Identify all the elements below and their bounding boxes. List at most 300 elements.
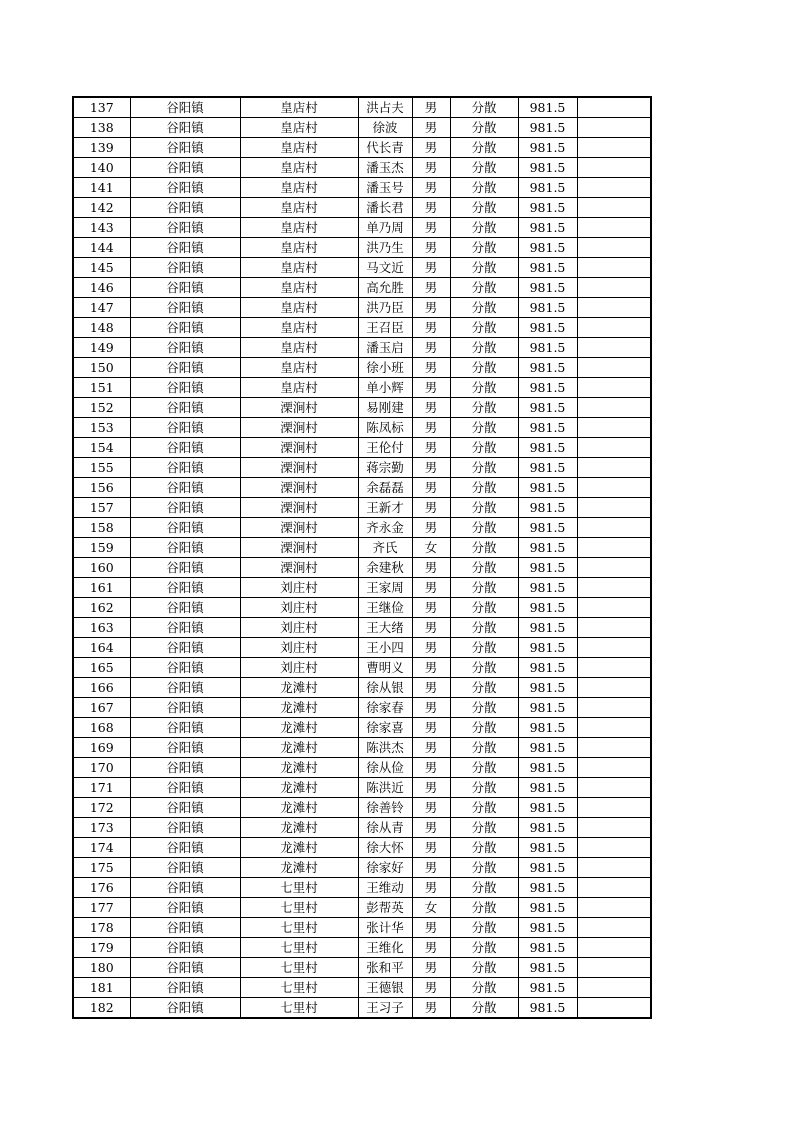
town-cell: 谷阳镇 (130, 158, 240, 178)
support-type-cell: 分散 (450, 278, 518, 298)
note-cell (577, 118, 651, 138)
town-cell: 谷阳镇 (130, 618, 240, 638)
table-row (73, 698, 651, 718)
village-cell: 龙滩村 (240, 718, 358, 738)
row-number-cell: 162 (73, 598, 130, 618)
support-type-cell: 分散 (450, 498, 518, 518)
town-cell: 谷阳镇 (130, 538, 240, 558)
amount-cell: 981.5 (518, 97, 577, 118)
support-type-cell: 分散 (450, 838, 518, 858)
support-type-cell: 分散 (450, 438, 518, 458)
name-cell: 王召臣 (358, 318, 412, 338)
town-cell: 谷阳镇 (130, 118, 240, 138)
amount-cell: 981.5 (518, 838, 577, 858)
row-number-cell: 142 (73, 198, 130, 218)
name-cell: 陈洪杰 (358, 738, 412, 758)
village-cell: 皇店村 (240, 358, 358, 378)
town-cell: 谷阳镇 (130, 558, 240, 578)
name-cell: 徐从银 (358, 678, 412, 698)
name-cell: 代长青 (358, 138, 412, 158)
name-cell: 徐家春 (358, 698, 412, 718)
amount-cell: 981.5 (518, 178, 577, 198)
row-number-cell: 137 (73, 97, 130, 118)
sex-cell: 男 (412, 638, 450, 658)
support-type-cell: 分散 (450, 818, 518, 838)
support-type-cell: 分散 (450, 338, 518, 358)
town-cell: 谷阳镇 (130, 438, 240, 458)
row-number-cell: 154 (73, 438, 130, 458)
village-cell: 七里村 (240, 978, 358, 998)
sex-cell: 男 (412, 478, 450, 498)
sex-cell: 男 (412, 378, 450, 398)
support-type-cell: 分散 (450, 678, 518, 698)
name-cell: 王德银 (358, 978, 412, 998)
note-cell (577, 258, 651, 278)
row-number-cell: 141 (73, 178, 130, 198)
table-row (73, 638, 651, 658)
support-type-cell: 分散 (450, 178, 518, 198)
row-number-cell: 180 (73, 958, 130, 978)
table-row (73, 718, 651, 738)
row-number-cell: 164 (73, 638, 130, 658)
row-number-cell: 144 (73, 238, 130, 258)
village-cell: 皇店村 (240, 338, 358, 358)
amount-cell: 981.5 (518, 218, 577, 238)
town-cell: 谷阳镇 (130, 498, 240, 518)
note-cell (577, 918, 651, 938)
note-cell (577, 798, 651, 818)
support-type-cell: 分散 (450, 898, 518, 918)
table-row (73, 338, 651, 358)
note-cell (577, 518, 651, 538)
note-cell (577, 398, 651, 418)
row-number-cell: 145 (73, 258, 130, 278)
name-cell: 曹明义 (358, 658, 412, 678)
sex-cell: 男 (412, 518, 450, 538)
sex-cell: 男 (412, 458, 450, 478)
amount-cell: 981.5 (518, 438, 577, 458)
amount-cell: 981.5 (518, 878, 577, 898)
note-cell (577, 238, 651, 258)
name-cell: 徐小班 (358, 358, 412, 378)
town-cell: 谷阳镇 (130, 698, 240, 718)
name-cell: 余磊磊 (358, 478, 412, 498)
support-type-cell: 分散 (450, 478, 518, 498)
village-cell: 溧涧村 (240, 458, 358, 478)
name-cell: 潘玉启 (358, 338, 412, 358)
sex-cell: 男 (412, 858, 450, 878)
amount-cell: 981.5 (518, 958, 577, 978)
row-number-cell: 178 (73, 918, 130, 938)
sex-cell: 男 (412, 358, 450, 378)
village-cell: 溧涧村 (240, 438, 358, 458)
table-row (73, 798, 651, 818)
name-cell: 徐从俭 (358, 758, 412, 778)
village-cell: 溧涧村 (240, 558, 358, 578)
support-type-cell: 分散 (450, 858, 518, 878)
sex-cell: 女 (412, 538, 450, 558)
row-number-cell: 146 (73, 278, 130, 298)
table-row (73, 878, 651, 898)
town-cell: 谷阳镇 (130, 998, 240, 1019)
amount-cell: 981.5 (518, 298, 577, 318)
name-cell: 余建秋 (358, 558, 412, 578)
name-cell: 王新才 (358, 498, 412, 518)
table-row (73, 538, 651, 558)
town-cell: 谷阳镇 (130, 958, 240, 978)
sex-cell: 男 (412, 738, 450, 758)
table-row (73, 298, 651, 318)
row-number-cell: 152 (73, 398, 130, 418)
town-cell: 谷阳镇 (130, 278, 240, 298)
sex-cell: 男 (412, 338, 450, 358)
sex-cell: 男 (412, 958, 450, 978)
row-number-cell: 151 (73, 378, 130, 398)
row-number-cell: 171 (73, 778, 130, 798)
note-cell (577, 138, 651, 158)
table-row (73, 438, 651, 458)
town-cell: 谷阳镇 (130, 838, 240, 858)
note-cell (577, 438, 651, 458)
village-cell: 皇店村 (240, 178, 358, 198)
village-cell: 七里村 (240, 918, 358, 938)
amount-cell: 981.5 (518, 638, 577, 658)
table-row (73, 278, 651, 298)
name-cell: 蒋宗勤 (358, 458, 412, 478)
name-cell: 徐从青 (358, 818, 412, 838)
support-type-cell: 分散 (450, 978, 518, 998)
sex-cell: 男 (412, 158, 450, 178)
amount-cell: 981.5 (518, 858, 577, 878)
amount-cell: 981.5 (518, 318, 577, 338)
village-cell: 刘庄村 (240, 638, 358, 658)
name-cell: 徐家好 (358, 858, 412, 878)
town-cell: 谷阳镇 (130, 458, 240, 478)
row-number-cell: 168 (73, 718, 130, 738)
support-type-cell: 分散 (450, 958, 518, 978)
village-cell: 溧涧村 (240, 498, 358, 518)
support-type-cell: 分散 (450, 238, 518, 258)
note-cell (577, 158, 651, 178)
name-cell: 陈凤标 (358, 418, 412, 438)
name-cell: 洪占夫 (358, 97, 412, 118)
table-row (73, 598, 651, 618)
row-number-cell: 176 (73, 878, 130, 898)
village-cell: 龙滩村 (240, 798, 358, 818)
amount-cell: 981.5 (518, 778, 577, 798)
name-cell: 王家周 (358, 578, 412, 598)
town-cell: 谷阳镇 (130, 178, 240, 198)
amount-cell: 981.5 (518, 478, 577, 498)
sex-cell: 男 (412, 398, 450, 418)
table-row (73, 318, 651, 338)
table-row (73, 378, 651, 398)
note-cell (577, 498, 651, 518)
name-cell: 单小辉 (358, 378, 412, 398)
name-cell: 徐大怀 (358, 838, 412, 858)
town-cell: 谷阳镇 (130, 878, 240, 898)
note-cell (577, 978, 651, 998)
sex-cell: 男 (412, 758, 450, 778)
sex-cell: 男 (412, 178, 450, 198)
name-cell: 彭帮英 (358, 898, 412, 918)
row-number-cell: 175 (73, 858, 130, 878)
name-cell: 齐永金 (358, 518, 412, 538)
town-cell: 谷阳镇 (130, 138, 240, 158)
note-cell (577, 338, 651, 358)
note-cell (577, 598, 651, 618)
sex-cell: 男 (412, 998, 450, 1019)
name-cell: 洪乃臣 (358, 298, 412, 318)
town-cell: 谷阳镇 (130, 258, 240, 278)
support-type-cell: 分散 (450, 558, 518, 578)
village-cell: 溧涧村 (240, 398, 358, 418)
table-row (73, 418, 651, 438)
support-type-cell: 分散 (450, 358, 518, 378)
support-type-cell: 分散 (450, 418, 518, 438)
sex-cell: 男 (412, 978, 450, 998)
town-cell: 谷阳镇 (130, 378, 240, 398)
village-cell: 龙滩村 (240, 738, 358, 758)
support-type-cell: 分散 (450, 138, 518, 158)
support-type-cell: 分散 (450, 318, 518, 338)
name-cell: 王伦付 (358, 438, 412, 458)
sex-cell: 男 (412, 838, 450, 858)
support-type-cell: 分散 (450, 798, 518, 818)
row-number-cell: 160 (73, 558, 130, 578)
amount-cell: 981.5 (518, 938, 577, 958)
row-number-cell: 169 (73, 738, 130, 758)
support-type-cell: 分散 (450, 938, 518, 958)
sex-cell: 男 (412, 658, 450, 678)
sex-cell: 男 (412, 878, 450, 898)
name-cell: 单乃周 (358, 218, 412, 238)
sex-cell: 男 (412, 138, 450, 158)
sex-cell: 男 (412, 238, 450, 258)
note-cell (577, 678, 651, 698)
amount-cell: 981.5 (518, 578, 577, 598)
note-cell (577, 638, 651, 658)
village-cell: 皇店村 (240, 278, 358, 298)
support-type-cell: 分散 (450, 118, 518, 138)
amount-cell: 981.5 (518, 658, 577, 678)
name-cell: 潘玉杰 (358, 158, 412, 178)
amount-cell: 981.5 (518, 278, 577, 298)
table-row (73, 818, 651, 838)
name-cell: 高允胜 (358, 278, 412, 298)
amount-cell: 981.5 (518, 238, 577, 258)
table-row (73, 678, 651, 698)
note-cell (577, 358, 651, 378)
amount-cell: 981.5 (518, 138, 577, 158)
support-type-cell: 分散 (450, 198, 518, 218)
name-cell: 王继俭 (358, 598, 412, 618)
support-type-cell: 分散 (450, 998, 518, 1019)
village-cell: 皇店村 (240, 198, 358, 218)
amount-cell: 981.5 (518, 918, 577, 938)
name-cell: 张计华 (358, 918, 412, 938)
support-type-cell: 分散 (450, 458, 518, 478)
row-number-cell: 166 (73, 678, 130, 698)
support-type-cell: 分散 (450, 538, 518, 558)
table-row (73, 498, 651, 518)
note-cell (577, 418, 651, 438)
name-cell: 易刚建 (358, 398, 412, 418)
sex-cell: 男 (412, 718, 450, 738)
table-row (73, 218, 651, 238)
town-cell: 谷阳镇 (130, 818, 240, 838)
amount-cell: 981.5 (518, 258, 577, 278)
amount-cell: 981.5 (518, 998, 577, 1019)
support-type-cell: 分散 (450, 618, 518, 638)
name-cell: 王习子 (358, 998, 412, 1019)
sex-cell: 男 (412, 938, 450, 958)
town-cell: 谷阳镇 (130, 418, 240, 438)
support-type-cell: 分散 (450, 718, 518, 738)
village-cell: 七里村 (240, 958, 358, 978)
amount-cell: 981.5 (518, 518, 577, 538)
name-cell: 徐善铃 (358, 798, 412, 818)
note-cell (577, 198, 651, 218)
note-cell (577, 218, 651, 238)
support-type-cell: 分散 (450, 658, 518, 678)
support-type-cell: 分散 (450, 298, 518, 318)
support-type-cell: 分散 (450, 598, 518, 618)
note-cell (577, 898, 651, 918)
table-row (73, 138, 651, 158)
sex-cell: 男 (412, 418, 450, 438)
table-row (73, 518, 651, 538)
table-body (73, 97, 651, 1018)
village-cell: 龙滩村 (240, 818, 358, 838)
note-cell (577, 618, 651, 638)
village-cell: 七里村 (240, 878, 358, 898)
village-cell: 皇店村 (240, 258, 358, 278)
name-cell: 徐家喜 (358, 718, 412, 738)
table-row (73, 198, 651, 218)
note-cell (577, 938, 651, 958)
note-cell (577, 578, 651, 598)
amount-cell: 981.5 (518, 498, 577, 518)
amount-cell: 981.5 (518, 558, 577, 578)
village-cell: 刘庄村 (240, 578, 358, 598)
table-row (73, 978, 651, 998)
sex-cell: 男 (412, 678, 450, 698)
table-row (73, 898, 651, 918)
sex-cell: 男 (412, 818, 450, 838)
sex-cell: 男 (412, 198, 450, 218)
name-cell: 张和平 (358, 958, 412, 978)
support-type-cell: 分散 (450, 518, 518, 538)
village-cell: 皇店村 (240, 218, 358, 238)
amount-cell: 981.5 (518, 978, 577, 998)
note-cell (577, 738, 651, 758)
amount-cell: 981.5 (518, 818, 577, 838)
village-cell: 七里村 (240, 898, 358, 918)
town-cell: 谷阳镇 (130, 658, 240, 678)
town-cell: 谷阳镇 (130, 738, 240, 758)
table-row (73, 738, 651, 758)
town-cell: 谷阳镇 (130, 638, 240, 658)
amount-cell: 981.5 (518, 538, 577, 558)
town-cell: 谷阳镇 (130, 398, 240, 418)
name-cell: 潘长君 (358, 198, 412, 218)
support-type-cell: 分散 (450, 638, 518, 658)
note-cell (577, 378, 651, 398)
name-cell: 王小四 (358, 638, 412, 658)
sex-cell: 男 (412, 318, 450, 338)
table-row (73, 938, 651, 958)
table-row (73, 97, 651, 118)
sex-cell: 男 (412, 218, 450, 238)
village-cell: 七里村 (240, 938, 358, 958)
name-cell: 陈洪近 (358, 778, 412, 798)
village-cell: 皇店村 (240, 378, 358, 398)
note-cell (577, 97, 651, 118)
support-type-cell: 分散 (450, 398, 518, 418)
recipient-table (72, 96, 652, 1019)
village-cell: 龙滩村 (240, 778, 358, 798)
support-type-cell: 分散 (450, 158, 518, 178)
village-cell: 刘庄村 (240, 658, 358, 678)
note-cell (577, 858, 651, 878)
row-number-cell: 174 (73, 838, 130, 858)
village-cell: 龙滩村 (240, 758, 358, 778)
row-number-cell: 150 (73, 358, 130, 378)
sex-cell: 男 (412, 918, 450, 938)
note-cell (577, 458, 651, 478)
table-row (73, 838, 651, 858)
row-number-cell: 153 (73, 418, 130, 438)
amount-cell: 981.5 (518, 198, 577, 218)
town-cell: 谷阳镇 (130, 858, 240, 878)
town-cell: 谷阳镇 (130, 798, 240, 818)
amount-cell: 981.5 (518, 418, 577, 438)
row-number-cell: 170 (73, 758, 130, 778)
support-type-cell: 分散 (450, 698, 518, 718)
table-row (73, 618, 651, 638)
sex-cell: 男 (412, 258, 450, 278)
note-cell (577, 558, 651, 578)
village-cell: 刘庄村 (240, 618, 358, 638)
town-cell: 谷阳镇 (130, 97, 240, 118)
row-number-cell: 181 (73, 978, 130, 998)
table-row (73, 998, 651, 1019)
row-number-cell: 139 (73, 138, 130, 158)
name-cell: 王维动 (358, 878, 412, 898)
support-type-cell: 分散 (450, 378, 518, 398)
village-cell: 刘庄村 (240, 598, 358, 618)
table-row (73, 358, 651, 378)
amount-cell: 981.5 (518, 398, 577, 418)
town-cell: 谷阳镇 (130, 598, 240, 618)
row-number-cell: 149 (73, 338, 130, 358)
sex-cell: 男 (412, 618, 450, 638)
support-type-cell: 分散 (450, 218, 518, 238)
name-cell: 齐氏 (358, 538, 412, 558)
village-cell: 皇店村 (240, 298, 358, 318)
village-cell: 皇店村 (240, 138, 358, 158)
amount-cell: 981.5 (518, 598, 577, 618)
amount-cell: 981.5 (518, 718, 577, 738)
town-cell: 谷阳镇 (130, 478, 240, 498)
row-number-cell: 148 (73, 318, 130, 338)
village-cell: 皇店村 (240, 238, 358, 258)
support-type-cell: 分散 (450, 778, 518, 798)
row-number-cell: 158 (73, 518, 130, 538)
table-row (73, 558, 651, 578)
support-type-cell: 分散 (450, 97, 518, 118)
